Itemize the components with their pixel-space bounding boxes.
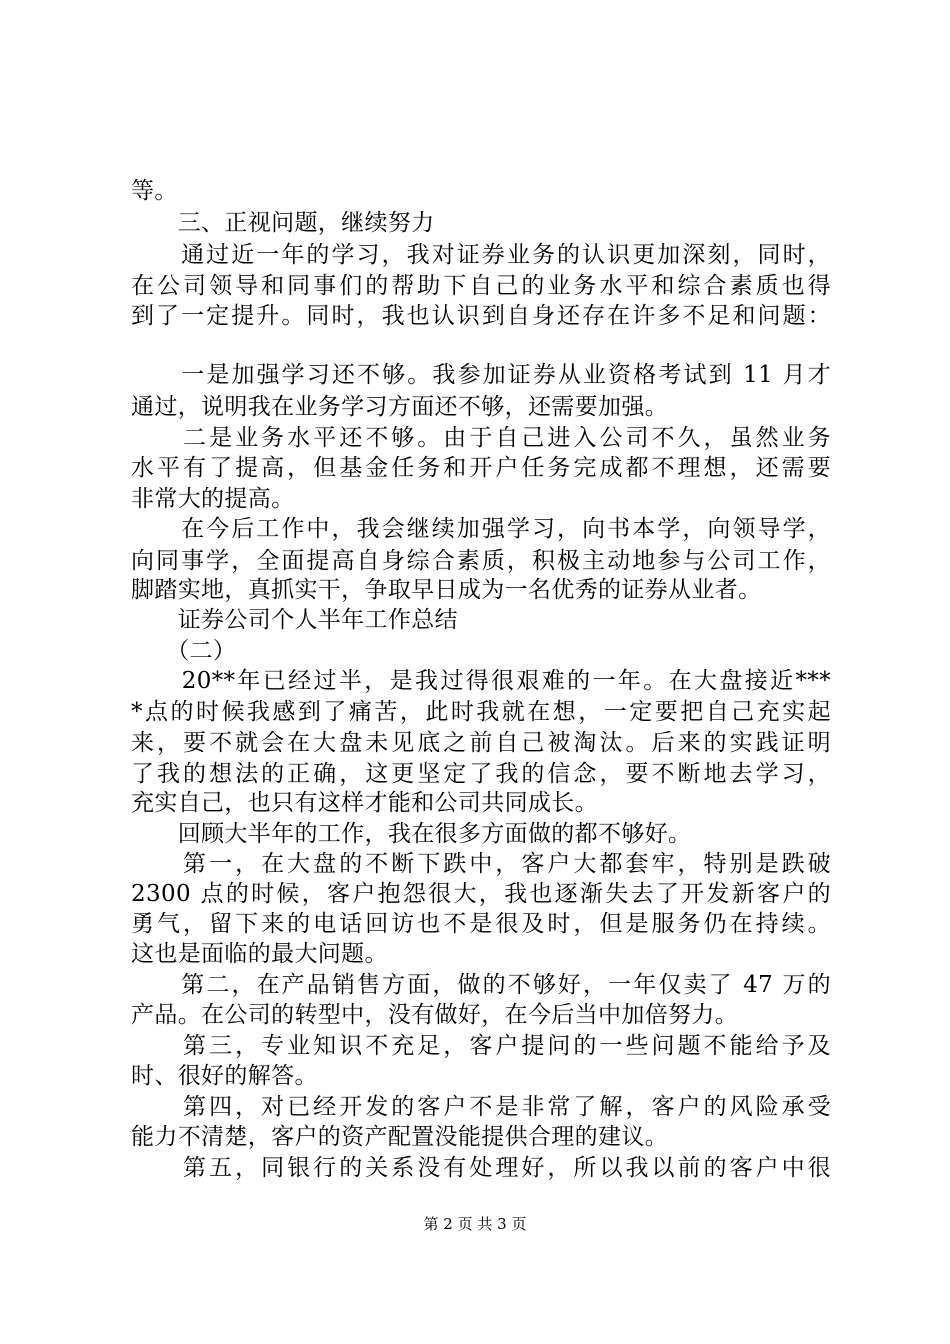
page-number-footer: 第 2 页 共 3 页 — [423, 1215, 527, 1233]
text-line: 第二，在产品销售方面，做的不够好，一年仅卖了 47 万的 — [131, 972, 831, 998]
text-line: 能力不清楚，客户的资产配置没能提供合理的建议。 — [131, 1124, 669, 1150]
text-line: 向同事学，全面提高自身综合素质，积极主动地参与公司工作， — [131, 548, 831, 574]
section-subtitle: （二） — [131, 638, 237, 664]
text-line: 等。 — [131, 178, 178, 204]
text-line: 第三，专业知识不充足，客户提问的一些问题不能给予及 — [131, 1033, 831, 1059]
text-line: 二是业务水平还不够。由于自己进入公司不久，虽然业务 — [131, 425, 831, 451]
text-line: 一是加强学习还不够。我参加证券从业资格考试到 11 月才 — [131, 362, 831, 388]
text-line: 了我的想法的正确，这更坚定了我的信念，要不断地去学习， — [131, 761, 831, 787]
text-line: 第四，对已经开发的客户不是非常了解，客户的风险承受 — [131, 1094, 831, 1120]
text-line: 在公司领导和同事们的帮助下自己的业务水平和综合素质也得 — [131, 273, 831, 299]
text-line: 到了一定提升。同时，我也认识到自身还存在许多不足和问题： — [131, 303, 831, 329]
section-heading: 三、正视问题，继续努力 — [131, 210, 435, 236]
text-line: 时、很好的解答。 — [131, 1063, 318, 1089]
text-line: 通过，说明我在业务学习方面还不够，还需要加强。 — [131, 394, 669, 420]
text-line: 20**年已经过半，是我过得很艰难的一年。在大盘接近*** — [131, 668, 831, 694]
text-line: 产品。在公司的转型中，没有做好，在今后当中加倍努力。 — [131, 1002, 739, 1028]
text-line: 2300 点的时候，客户抱怨很大，我也逐渐失去了开发新客户的 — [131, 881, 831, 907]
text-line: 脚踏实地，真抓实干，争取早日成为一名优秀的证券从业者。 — [131, 577, 762, 603]
text-line: 勇气，留下来的电话回访也不是很及时，但是服务仍在持续。 — [131, 911, 831, 937]
text-line: 回顾大半年的工作，我在很多方面做的都不够好。 — [131, 821, 692, 847]
text-line: 第一，在大盘的不断下跌中，客户大都套牢，特别是跌破 — [131, 851, 831, 877]
text-line: 在今后工作中，我会继续加强学习，向书本学，向领导学， — [131, 516, 831, 542]
text-line: 这也是面临的最大问题。 — [131, 941, 388, 967]
text-line: 第五，同银行的关系没有处理好，所以我以前的客户中很 — [131, 1155, 831, 1181]
text-line: 通过近一年的学习，我对证券业务的认识更加深刻，同时， — [131, 242, 831, 268]
text-line: 非常大的提高。 — [131, 486, 295, 512]
text-line: *点的时候我感到了痛苦，此时我就在想，一定要把自己充实起 — [131, 699, 831, 725]
text-line: 来，要不就会在大盘未见底之前自己被淘汰。后来的实践证明 — [131, 730, 831, 756]
section-title: 证券公司个人半年工作总结 — [131, 607, 458, 633]
text-line: 充实自己，也只有这样才能和公司共同成长。 — [131, 790, 598, 816]
text-line: 水平有了提高，但基金任务和开户任务完成都不理想，还需要 — [131, 455, 831, 481]
